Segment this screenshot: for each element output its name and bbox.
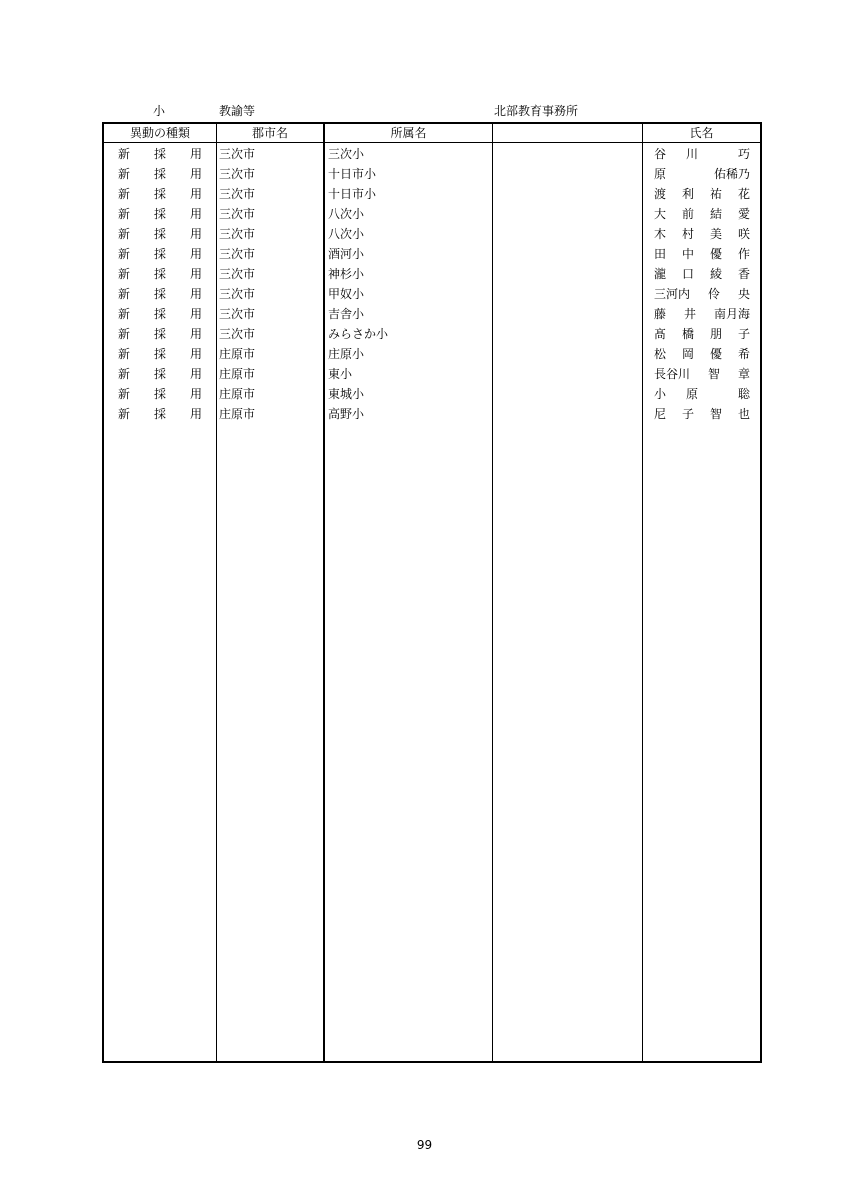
transfer-type-char: 用 (189, 267, 202, 281)
transfer-type-char: 採 (153, 347, 166, 361)
transfer-type-char: 用 (189, 247, 202, 261)
person-name-part: 智 (707, 367, 720, 381)
city-name: 三次市 (219, 267, 256, 281)
transfer-type (118, 264, 202, 284)
column-header-type: 異動の種類 (129, 126, 190, 140)
header-office: 北部教育事務所 (494, 104, 579, 118)
city-name: 三次市 (219, 227, 256, 241)
person-name-part: 也 (737, 407, 750, 421)
person-name-part: 大 (654, 207, 667, 221)
person-name (654, 344, 750, 364)
table-row (104, 144, 760, 164)
person-name (654, 204, 750, 224)
transfer-type-char: 新 (118, 227, 131, 241)
transfer-type (118, 404, 202, 424)
transfer-type-char: 新 (118, 187, 131, 201)
person-name (654, 304, 750, 324)
table-body (104, 144, 760, 424)
city-name: 三次市 (219, 187, 256, 201)
person-name-part: 前 (681, 207, 694, 221)
table-row (104, 404, 760, 424)
person-name-part: 松 (654, 347, 667, 361)
transfer-type (118, 144, 202, 164)
header-category: 教諭等 (219, 104, 256, 118)
transfer-type (118, 304, 202, 324)
person-name-part: 美 (709, 227, 722, 241)
table-row (104, 284, 760, 304)
person-name-part: 央 (737, 287, 750, 301)
person-name-part: 橋 (681, 327, 694, 341)
transfer-type-char: 用 (189, 147, 202, 161)
person-name-part: 優 (709, 347, 722, 361)
person-name-part: 尼 (654, 407, 667, 421)
table-row (104, 384, 760, 404)
person-name (654, 404, 750, 424)
transfer-type-char: 用 (189, 387, 202, 401)
city-name: 三次市 (219, 307, 256, 321)
transfer-type-char: 新 (118, 367, 131, 381)
transfer-type-char: 新 (118, 287, 131, 301)
school-name: 神杉小 (328, 267, 365, 281)
person-name-part: 瀧 (654, 267, 667, 281)
transfer-type-char: 新 (118, 167, 131, 181)
transfer-type-char: 採 (153, 367, 166, 381)
person-name-part: 川 (686, 147, 699, 161)
table-row (104, 264, 760, 284)
person-name-part: 章 (737, 367, 750, 381)
school-name: 八次小 (328, 207, 365, 221)
transfer-type (118, 244, 202, 264)
city-name: 庄原市 (219, 367, 256, 381)
transfer-type-char: 用 (189, 207, 202, 221)
transfer-type-char: 採 (153, 307, 166, 321)
person-name-part: 咲 (737, 227, 750, 241)
person-name (654, 364, 750, 384)
transfer-type-char: 採 (153, 207, 166, 221)
person-name (654, 384, 750, 404)
transfer-type-char: 用 (189, 347, 202, 361)
person-name (654, 184, 750, 204)
person-name-part: 佑稀乃 (713, 167, 750, 181)
person-name (654, 224, 750, 244)
table-row (104, 344, 760, 364)
person-name-part: 伶 (707, 287, 720, 301)
person-name-part: 巧 (737, 147, 750, 161)
transfer-type-char: 用 (189, 287, 202, 301)
city-name: 三次市 (219, 327, 256, 341)
transfer-type-char: 用 (189, 227, 202, 241)
person-name-part: 原 (686, 387, 699, 401)
table-row (104, 224, 760, 244)
person-name (654, 284, 750, 304)
person-name-part: 子 (737, 327, 750, 341)
column-header-name: 氏名 (689, 126, 714, 140)
column-header-blank (493, 124, 642, 142)
school-name: 東城小 (328, 387, 365, 401)
school-name: 酒河小 (328, 247, 365, 261)
person-name-part: 利 (681, 187, 694, 201)
transfer-type-char: 新 (118, 327, 131, 341)
person-name-part: 村 (681, 227, 694, 241)
transfer-type (118, 324, 202, 344)
transfer-type (118, 384, 202, 404)
person-name-part: 優 (709, 247, 722, 261)
person-name-part: 小 (654, 387, 667, 401)
person-name-part: 藤 (654, 307, 667, 321)
person-name-part: 子 (681, 407, 694, 421)
person-name-part: 朋 (709, 327, 722, 341)
person-name-part: 三河内 (654, 287, 691, 301)
transfer-type (118, 164, 202, 184)
person-name-part: 南月海 (713, 307, 750, 321)
person-name-part: 渡 (654, 187, 667, 201)
transfer-type (118, 364, 202, 384)
person-name-part: 香 (737, 267, 750, 281)
school-name: 三次小 (328, 147, 365, 161)
personnel-table (102, 122, 762, 1063)
school-name: 十日市小 (328, 167, 377, 181)
transfer-type-char: 採 (153, 187, 166, 201)
transfer-type-char: 用 (189, 307, 202, 321)
person-name-part: 花 (737, 187, 750, 201)
city-name: 三次市 (219, 207, 256, 221)
person-name-part: 木 (654, 227, 667, 241)
header-school-level: 小 (153, 104, 166, 118)
column-header-school: 所属名 (390, 126, 427, 140)
transfer-type-char: 新 (118, 247, 131, 261)
city-name: 三次市 (219, 167, 256, 181)
transfer-type-char: 新 (118, 207, 131, 221)
school-name: 八次小 (328, 227, 365, 241)
person-name-part: 長谷川 (654, 367, 691, 381)
school-name: 吉舎小 (328, 307, 365, 321)
transfer-type (118, 184, 202, 204)
person-name-part: 愛 (737, 207, 750, 221)
school-name: みらさか小 (328, 327, 389, 341)
school-name: 十日市小 (328, 187, 377, 201)
person-name-part: 結 (709, 207, 722, 221)
header-divider (104, 142, 760, 143)
transfer-type-char: 新 (118, 147, 131, 161)
person-name-part: 岡 (681, 347, 694, 361)
transfer-type (118, 224, 202, 244)
city-name: 三次市 (219, 147, 256, 161)
transfer-type-char: 新 (118, 267, 131, 281)
transfer-type-char: 採 (153, 227, 166, 241)
city-name: 三次市 (219, 247, 256, 261)
city-name: 庄原市 (219, 387, 256, 401)
person-name (654, 164, 750, 184)
transfer-type-char: 採 (153, 387, 166, 401)
person-name-part: 田 (654, 247, 667, 261)
table-row (104, 184, 760, 204)
transfer-type (118, 284, 202, 304)
column-header-city: 郡市名 (251, 126, 288, 140)
transfer-type-char: 新 (118, 347, 131, 361)
city-name: 三次市 (219, 287, 256, 301)
transfer-type-char: 新 (118, 387, 131, 401)
person-name (654, 324, 750, 344)
table-row (104, 204, 760, 224)
transfer-type-char: 用 (189, 167, 202, 181)
table-row (104, 164, 760, 184)
transfer-type-char: 採 (153, 147, 166, 161)
person-name-part: 作 (737, 247, 750, 261)
transfer-type-char: 用 (189, 187, 202, 201)
transfer-type-char: 採 (153, 407, 166, 421)
transfer-type (118, 204, 202, 224)
person-name-part: 希 (737, 347, 750, 361)
person-name-part: 口 (681, 267, 694, 281)
transfer-type-char: 新 (118, 407, 131, 421)
table-row (104, 364, 760, 384)
person-name (654, 264, 750, 284)
transfer-type-char: 採 (153, 287, 166, 301)
transfer-type-char: 新 (118, 307, 131, 321)
table-row (104, 244, 760, 264)
person-name-part: 谷 (654, 147, 667, 161)
transfer-type-char: 採 (153, 247, 166, 261)
transfer-type-char: 採 (153, 167, 166, 181)
school-name: 庄原小 (328, 347, 365, 361)
transfer-type (118, 344, 202, 364)
city-name: 庄原市 (219, 347, 256, 361)
transfer-type-char: 採 (153, 327, 166, 341)
transfer-type-char: 用 (189, 407, 202, 421)
person-name-part: 聡 (737, 387, 750, 401)
person-name-part: 原 (654, 167, 667, 181)
transfer-type-char: 用 (189, 367, 202, 381)
person-name-part: 祐 (709, 187, 722, 201)
person-name-part: 綾 (709, 267, 722, 281)
page-number: 99 (416, 1138, 433, 1152)
school-name: 東小 (328, 367, 353, 381)
transfer-type-char: 採 (153, 267, 166, 281)
school-name: 甲奴小 (328, 287, 365, 301)
transfer-type-char: 用 (189, 327, 202, 341)
person-name-part: 井 (683, 307, 696, 321)
table-row (104, 324, 760, 344)
school-name: 高野小 (328, 407, 365, 421)
table-row (104, 304, 760, 324)
person-name-part: 中 (681, 247, 694, 261)
person-name (654, 244, 750, 264)
person-name-part: 髙 (654, 327, 667, 341)
person-name-part: 智 (709, 407, 722, 421)
person-name (654, 144, 750, 164)
city-name: 庄原市 (219, 407, 256, 421)
